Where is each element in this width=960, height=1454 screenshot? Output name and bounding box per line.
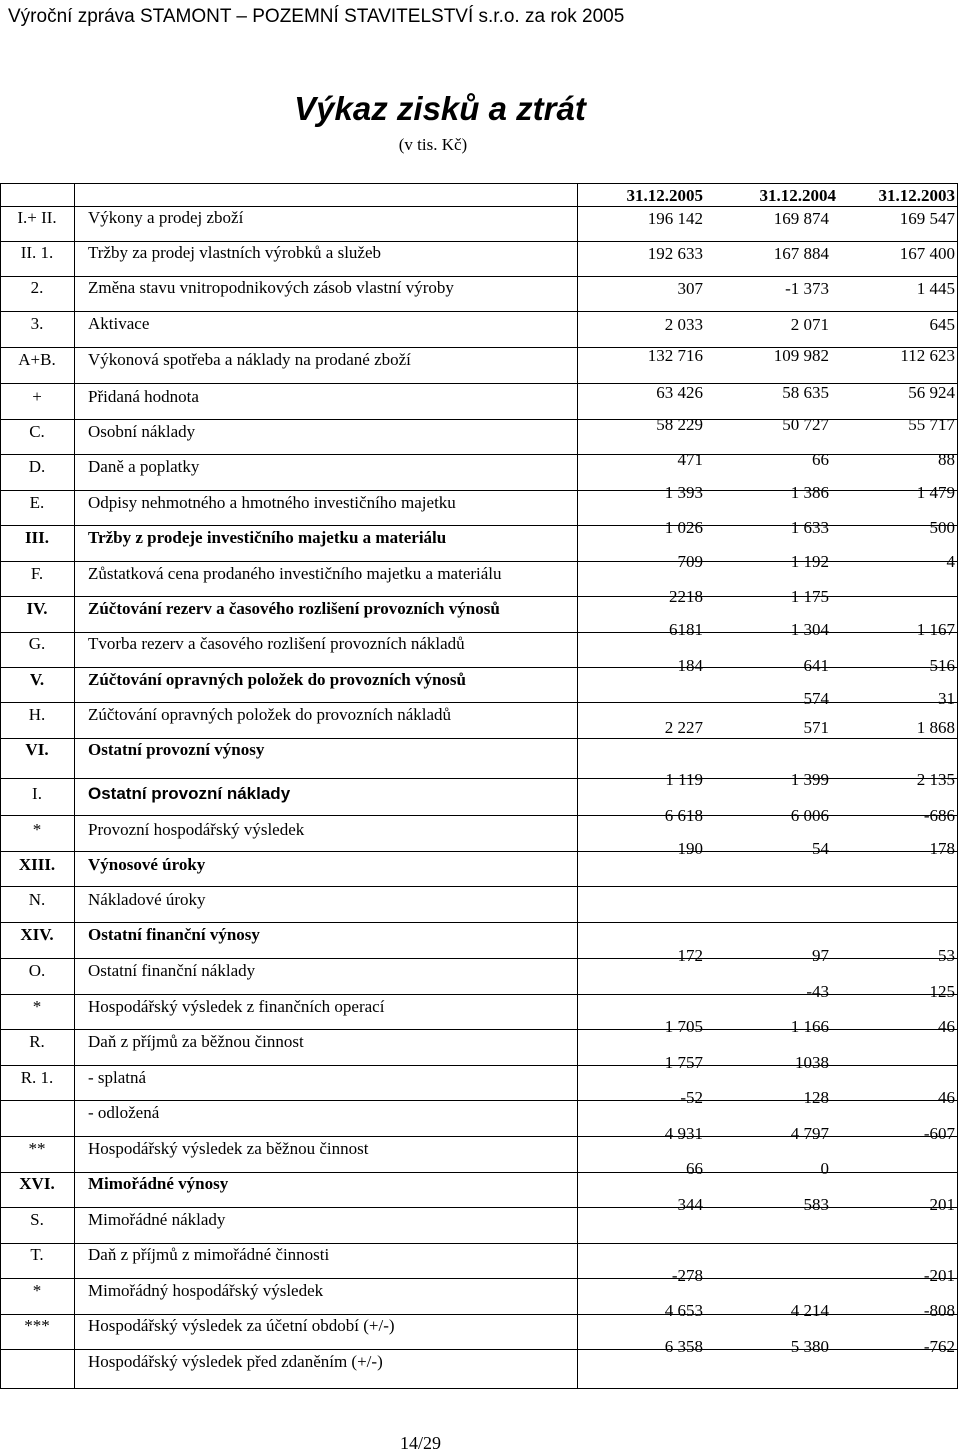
- row-value: 1 479: [916, 483, 955, 502]
- row-label: Hospodářský výsledek za účetní období (+/-): [88, 1316, 395, 1335]
- row-value: 109 982: [773, 346, 829, 365]
- row-code: I.: [32, 784, 42, 803]
- row-code: F.: [30, 564, 44, 583]
- row-label: Hospodářský výsledek z finančních operací: [88, 997, 385, 1016]
- row-divider: [1, 206, 957, 207]
- row-value: 88: [938, 450, 955, 469]
- page-title: Výkaz zisků a ztrát: [294, 90, 586, 127]
- row-code: +: [32, 387, 42, 406]
- row-value: 709: [677, 552, 703, 571]
- row-value: 2 227: [664, 718, 703, 737]
- row-value: 53: [938, 946, 955, 965]
- row-code: III.: [24, 528, 50, 547]
- row-value: 571: [803, 718, 829, 737]
- row-value: -201: [923, 1266, 955, 1285]
- row-value: 6 358: [664, 1337, 703, 1356]
- row-value: -808: [923, 1301, 955, 1320]
- row-value: 4 214: [790, 1301, 829, 1320]
- row-code: R. 1.: [20, 1068, 54, 1087]
- row-label: - splatná: [88, 1068, 147, 1087]
- row-value: 169 547: [899, 209, 955, 228]
- row-value: -1 373: [785, 279, 829, 298]
- row-code: *: [32, 1281, 42, 1300]
- row-value: 4 931: [664, 1124, 703, 1143]
- row-value: 46: [938, 1017, 955, 1036]
- row-value: 184: [677, 656, 703, 675]
- row-value: 574: [803, 689, 829, 708]
- row-code: A+B.: [18, 350, 56, 369]
- row-divider: [1, 311, 957, 312]
- row-value: 58 229: [656, 415, 703, 434]
- row-label: Tvorba rezerv a časového rozlišení provozních nákladů: [88, 634, 465, 653]
- row-label: Nákladové úroky: [88, 890, 206, 909]
- row-label: Zúčtování opravných položek do provozních nákladů: [88, 705, 452, 724]
- row-code: C.: [29, 422, 45, 441]
- row-code: IV.: [26, 599, 48, 618]
- row-code: 3.: [30, 314, 44, 333]
- row-value: 56 924: [908, 383, 955, 402]
- row-code: O.: [28, 961, 46, 980]
- row-value: -762: [923, 1337, 955, 1356]
- row-label: Změna stavu vnitropodnikových zásob vlastní výroby: [88, 278, 454, 297]
- row-value: 1 868: [916, 718, 955, 737]
- row-value: 0: [820, 1159, 829, 1178]
- row-value: 1038: [795, 1053, 829, 1072]
- row-value: 1 175: [790, 587, 829, 606]
- row-code: S.: [30, 1210, 44, 1229]
- row-value: 1 757: [664, 1053, 703, 1072]
- row-label: Výkony a prodej zboží: [88, 208, 244, 227]
- row-value: 1 399: [790, 770, 829, 789]
- row-value: 169 874: [773, 209, 829, 228]
- column-header-2005: 31.12.2005: [626, 186, 703, 205]
- row-value: 1 445: [916, 279, 955, 298]
- row-value: 1 705: [664, 1017, 703, 1036]
- row-value: -43: [806, 982, 829, 1001]
- row-value: -607: [923, 1124, 955, 1143]
- row-value: 641: [803, 656, 829, 675]
- row-value: 31: [938, 689, 955, 708]
- row-divider: [1, 738, 957, 739]
- row-value: 307: [677, 279, 703, 298]
- row-code: *: [32, 997, 42, 1016]
- row-code: **: [28, 1139, 46, 1158]
- row-code: 2.: [30, 278, 44, 297]
- row-value: 1 192: [790, 552, 829, 571]
- page-number: 14/29: [400, 1433, 442, 1453]
- row-value: 471: [677, 450, 703, 469]
- row-value: 6181: [669, 620, 703, 639]
- row-value: 2 033: [664, 315, 703, 334]
- row-code: ***: [24, 1316, 50, 1335]
- row-code: I.+ II.: [17, 208, 57, 227]
- column-header-2003: 31.12.2003: [878, 186, 955, 205]
- row-value: 172: [677, 946, 703, 965]
- row-label: Ostatní finanční výnosy: [88, 925, 260, 944]
- row-label: Mimořádné náklady: [88, 1210, 226, 1229]
- row-label: Ostatní provozní výnosy: [88, 740, 265, 759]
- row-value: 500: [929, 518, 955, 537]
- row-value: 1 166: [790, 1017, 829, 1036]
- row-value: 66: [812, 450, 829, 469]
- row-value: 201: [929, 1195, 955, 1214]
- row-label: Hospodářský výsledek za běžnou činnost: [88, 1139, 369, 1158]
- row-value: 55 717: [908, 415, 955, 434]
- row-divider: [1, 1243, 957, 1244]
- row-code: N.: [28, 890, 46, 909]
- row-value: 6 006: [790, 806, 829, 825]
- row-code: E.: [29, 493, 45, 512]
- row-value: 192 633: [647, 244, 703, 263]
- column-header-2004: 31.12.2004: [759, 186, 836, 205]
- row-value: 178: [929, 839, 955, 858]
- row-value: -686: [923, 806, 955, 825]
- row-code: VI.: [25, 740, 49, 759]
- row-value: 1 304: [790, 620, 829, 639]
- row-value: 196 142: [647, 209, 703, 228]
- row-label: Provozní hospodářský výsledek: [88, 820, 305, 839]
- row-value: 112 623: [900, 346, 955, 365]
- row-value: 190: [677, 839, 703, 858]
- row-code: XIV.: [20, 925, 54, 944]
- row-value: 125: [929, 982, 955, 1001]
- row-label: Osobní náklady: [88, 422, 196, 441]
- row-code: XVI.: [19, 1174, 55, 1193]
- row-value: 66: [686, 1159, 703, 1178]
- row-value: -278: [671, 1266, 703, 1285]
- row-label: Odpisy nehmotného a hmotného investičního majetku: [88, 493, 456, 512]
- row-label: Daň z příjmů z mimořádné činnosti: [88, 1245, 330, 1264]
- row-label: Ostatní finanční náklady: [88, 961, 256, 980]
- row-value: 344: [677, 1195, 703, 1214]
- row-value: 583: [803, 1195, 829, 1214]
- row-value: 54: [812, 839, 829, 858]
- row-value: 50 727: [782, 415, 829, 434]
- row-label: Mimořádný hospodářský výsledek: [88, 1281, 324, 1300]
- row-label: Výkonová spotřeba a náklady na prodané zboží: [88, 350, 411, 369]
- row-divider: [1, 922, 957, 923]
- row-divider: [1, 886, 957, 887]
- row-value: 645: [929, 315, 955, 334]
- row-value: 63 426: [656, 383, 703, 402]
- row-divider: [1, 241, 957, 242]
- row-label: - odložená: [88, 1103, 160, 1122]
- row-label: Hospodářský výsledek před zdaněním (+/-): [88, 1352, 383, 1371]
- row-code: T.: [30, 1245, 44, 1264]
- row-value: 1 167: [916, 620, 955, 639]
- row-value: 97: [812, 946, 829, 965]
- row-label: Tržby z prodeje investičního majetku a materiálu: [88, 528, 447, 547]
- row-code: G.: [28, 634, 46, 653]
- row-label: Tržby za prodej vlastních výrobků a služeb: [88, 243, 382, 262]
- row-label: Aktivace: [88, 314, 150, 333]
- row-value: 1 026: [664, 518, 703, 537]
- report-header: Výroční zpráva STAMONT – POZEMNÍ STAVITELSTVÍ s.r.o. za rok 2005: [8, 6, 625, 27]
- row-label: Ostatní provozní náklady: [88, 784, 291, 803]
- row-value: 46: [938, 1088, 955, 1107]
- row-value: 167 400: [899, 244, 955, 263]
- row-code: H.: [28, 705, 46, 724]
- row-code: R.: [29, 1032, 45, 1051]
- row-value: 58 635: [782, 383, 829, 402]
- row-value: 4 797: [790, 1124, 829, 1143]
- row-divider: [1, 1278, 957, 1279]
- row-label: Daň z příjmů za běžnou činnost: [88, 1032, 304, 1051]
- row-label: Výnosové úroky: [88, 855, 206, 874]
- row-code: II. 1.: [20, 243, 54, 262]
- row-label: Zůstatková cena prodaného investičního majetku a materiálu: [88, 564, 502, 583]
- row-value: 6 618: [664, 806, 703, 825]
- row-value: 1 393: [664, 483, 703, 502]
- row-value: 516: [929, 656, 955, 675]
- row-code: XIII.: [18, 855, 56, 874]
- row-value: 2218: [669, 587, 703, 606]
- row-value: -52: [680, 1088, 703, 1107]
- row-value: 128: [803, 1088, 829, 1107]
- row-value: 2 135: [916, 770, 955, 789]
- row-value: 4 653: [664, 1301, 703, 1320]
- page-subtitle: (v tis. Kč): [398, 135, 468, 154]
- row-code: *: [32, 820, 42, 839]
- row-value: 5 380: [790, 1337, 829, 1356]
- row-label: Zúčtování rezerv a časového rozlišení provozních výnosů: [88, 599, 500, 618]
- row-value: 167 884: [773, 244, 829, 263]
- row-label: Přidaná hodnota: [88, 387, 199, 406]
- row-divider: [1, 276, 957, 277]
- row-value: 1 386: [790, 483, 829, 502]
- row-value: 1 119: [665, 770, 703, 789]
- row-value: 4: [946, 552, 955, 571]
- row-code: D.: [28, 457, 46, 476]
- row-value: 2 071: [790, 315, 829, 334]
- row-value: 132 716: [647, 346, 703, 365]
- row-label: Zúčtování opravných položek do provozních výnosů: [88, 670, 467, 689]
- row-code: V.: [29, 670, 45, 689]
- income-statement-table: [0, 183, 958, 1389]
- row-value: 1 633: [790, 518, 829, 537]
- row-label: Daně a poplatky: [88, 457, 200, 476]
- row-label: Mimořádné výnosy: [88, 1174, 229, 1193]
